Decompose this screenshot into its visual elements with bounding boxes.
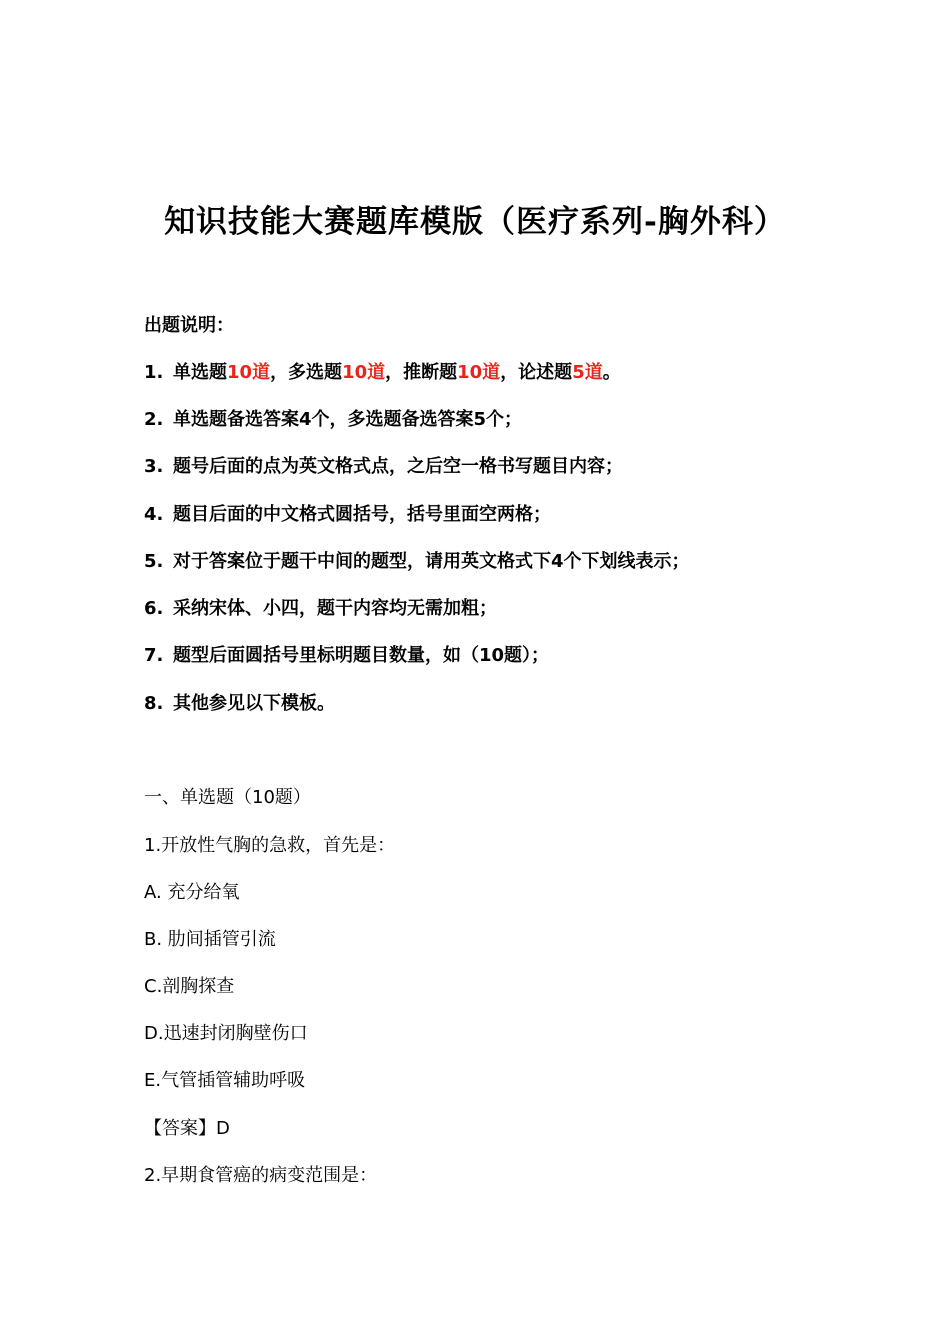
- instruction-count-highlight: 10道: [457, 362, 501, 383]
- instruction-item-8: [144, 692, 335, 716]
- instruction-count-highlight: 5道: [572, 362, 603, 383]
- instruction-number: 4.: [144, 504, 164, 525]
- instructions-heading: 出题说明：: [144, 315, 234, 336]
- instruction-number: 6.: [144, 598, 164, 619]
- instruction-text-part: ，多选题: [270, 362, 343, 383]
- instruction-item-1: [144, 361, 621, 385]
- instruction-item-4: [144, 503, 551, 527]
- instruction-text-part: 单选题: [173, 362, 227, 383]
- instruction-text: 单选题备选答案4个，多选题备选答案5个；: [173, 409, 523, 430]
- instruction-text: 其他参见以下模板。: [173, 693, 335, 714]
- question-stem-1: 1.开放性气胸的急救，首先是：: [144, 835, 396, 856]
- question-option-d: D.迅速封闭胸壁伤口: [144, 1023, 308, 1044]
- instruction-text: 题目后面的中文格式圆括号，括号里面空两格；: [173, 504, 551, 525]
- instruction-number: 5.: [144, 551, 164, 572]
- question-stem-2: 2.早期食管癌的病变范围是：: [144, 1165, 378, 1186]
- instruction-number: 7.: [144, 645, 164, 666]
- instruction-text: 采纳宋体、小四，题干内容均无需加粗；: [173, 598, 497, 619]
- instruction-item-2: [144, 408, 522, 432]
- question-option-c: C.剖胸探查: [144, 976, 235, 997]
- instruction-text-part: ，推断题: [385, 362, 458, 383]
- instruction-text: 题号后面的点为英文格式点，之后空一格书写题目内容；: [173, 456, 623, 477]
- instruction-item-5: [144, 550, 690, 574]
- instruction-item-7: [144, 644, 549, 668]
- instruction-item-3: [144, 455, 623, 479]
- section-heading: 一、单选题（10题）: [144, 787, 311, 808]
- instruction-number: 1.: [144, 362, 164, 383]
- instruction-number: 2.: [144, 409, 164, 430]
- instruction-number: 3.: [144, 456, 164, 477]
- question-option-e: E.气管插管辅助呼吸: [144, 1070, 306, 1091]
- question-option-b: B. 肋间插管引流: [144, 929, 276, 950]
- instruction-item-6: [144, 597, 497, 621]
- instruction-text-part: ，论述题: [500, 362, 573, 383]
- document-title: 知识技能大赛题库模版（医疗系列-胸外科）: [164, 204, 786, 240]
- instruction-text: 题型后面圆括号里标明题目数量，如（10题）；: [173, 645, 550, 666]
- instruction-count-highlight: 10道: [227, 362, 271, 383]
- instruction-number: 8.: [144, 693, 164, 714]
- instruction-text: 对于答案位于题干中间的题型，请用英文格式下4个下划线表示；: [173, 551, 690, 572]
- instruction-text-part: 。: [602, 362, 621, 383]
- question-answer: 【答案】D: [144, 1118, 230, 1139]
- instruction-count-highlight: 10道: [342, 362, 386, 383]
- question-option-a: A. 充分给氧: [144, 882, 240, 903]
